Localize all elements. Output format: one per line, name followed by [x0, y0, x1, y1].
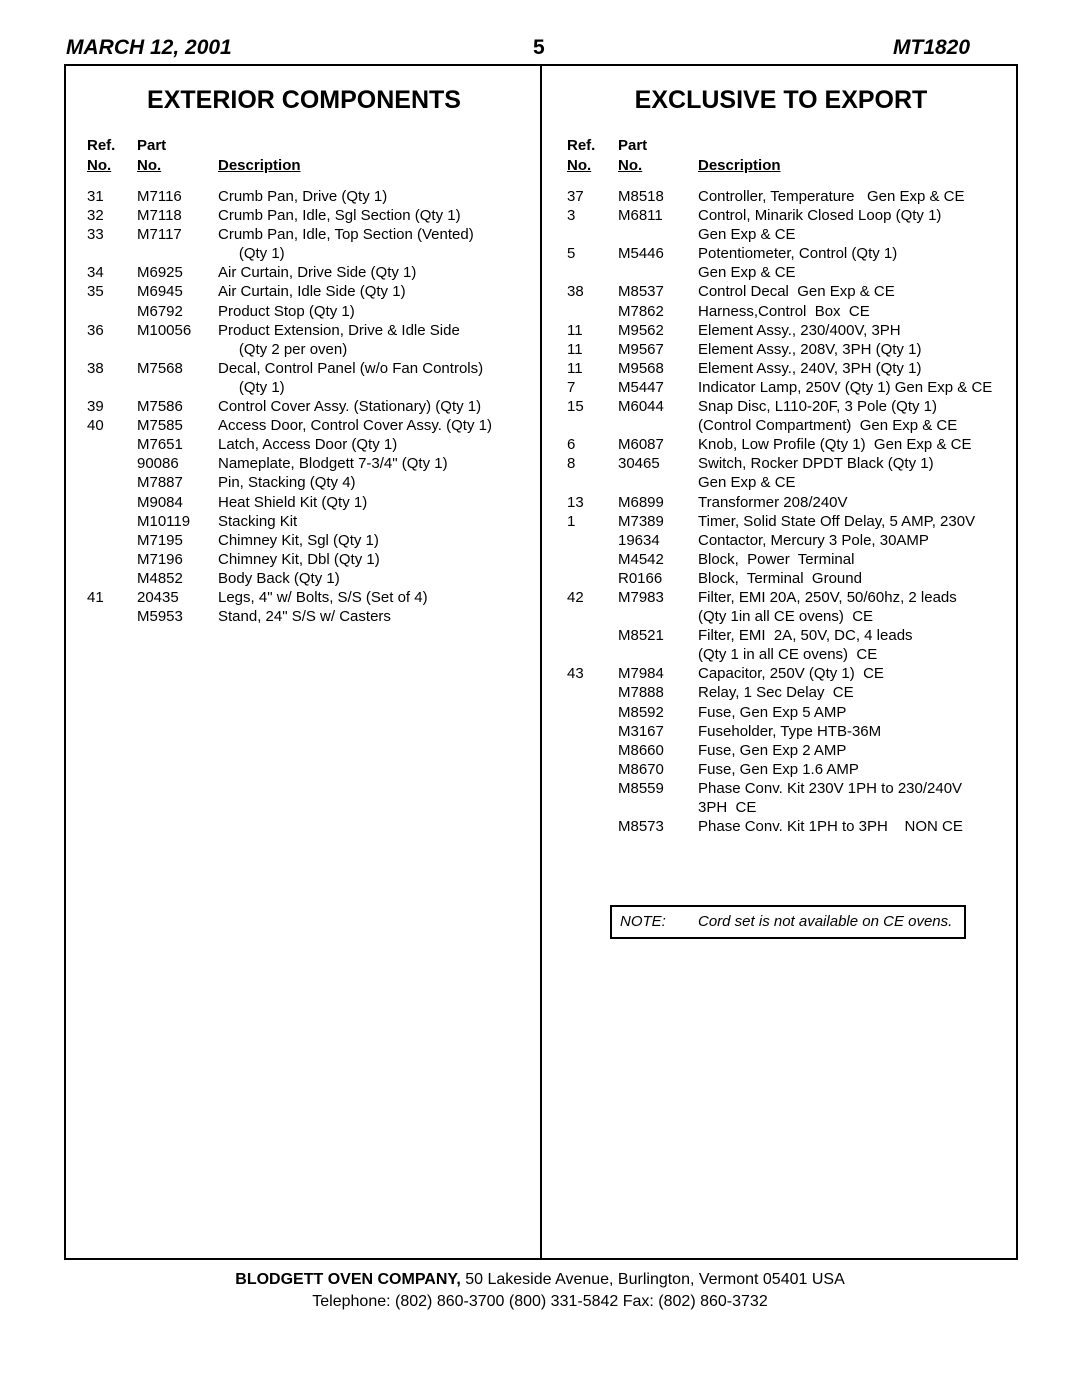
ref-header: Ref. [87, 137, 116, 154]
part-header-no: No. [618, 157, 643, 174]
description: Control Decal Gen Exp & CE [698, 283, 895, 301]
ref-number: 13 [567, 493, 584, 511]
part-number: M7984 [618, 665, 664, 683]
description: Potentiometer, Control (Qty 1) [698, 245, 898, 263]
part-number: M6044 [618, 398, 664, 416]
description: Fuse, Gen Exp 5 AMP [698, 703, 847, 721]
part-header: Part [137, 137, 167, 154]
ref-number: 37 [567, 188, 584, 205]
part-number: M5953 [137, 608, 183, 626]
part-number: M7887 [137, 474, 183, 492]
description: Snap Disc, L110-20F, 3 Pole (Qty 1) [698, 398, 938, 416]
part-number: M9084 [137, 493, 183, 511]
description: 3PH CE [698, 799, 757, 816]
part-number: M6811 [618, 207, 663, 225]
description: Timer, Solid State Off Delay, 5 AMP, 230V [698, 512, 976, 530]
ref-number: 33 [87, 226, 104, 244]
part-number: M6899 [618, 493, 664, 511]
part-number: M7651 [137, 436, 183, 454]
ref-number: 6 [567, 436, 576, 454]
document-date: MARCH 12, 2001 [66, 36, 232, 59]
note-box [610, 905, 966, 939]
part-number: 30465 [618, 455, 660, 473]
description: Access Door, Control Cover Assy. (Qty 1) [218, 417, 492, 435]
ref-number: 5 [567, 245, 576, 263]
company-name: BLODGETT OVEN COMPANY, [235, 1271, 461, 1288]
part-header-no: No. [137, 157, 162, 174]
footer-address [0, 1271, 1080, 1289]
exclusive-to-export-title: EXCLUSIVE TO EXPORT [634, 86, 928, 114]
description: Chimney Kit, Sgl (Qty 1) [218, 531, 379, 549]
part-number: R0166 [618, 569, 663, 587]
ref-number: 34 [87, 264, 104, 282]
ref-number: 11 [567, 359, 583, 377]
part-number: 19634 [618, 531, 660, 549]
description: Product Extension, Drive & Idle Side [218, 321, 460, 339]
note-text: Cord set is not available on CE ovens. [698, 913, 953, 930]
part-number: M7586 [137, 398, 183, 416]
part-number: M6925 [137, 264, 183, 282]
part-number: 20435 [137, 588, 179, 606]
description: Element Assy., 240V, 3PH (Qty 1) [698, 359, 922, 377]
ref-number: 1 [567, 512, 576, 530]
part-number: M8670 [618, 760, 664, 778]
ref-number: 7 [567, 378, 576, 396]
part-number: M8521 [618, 627, 664, 645]
part-number: M8592 [618, 703, 664, 721]
company-address: 50 Lakeside Avenue, Burlington, Vermont 05401 USA [460, 1271, 845, 1288]
description: Filter, EMI 2A, 50V, DC, 4 leads [698, 627, 913, 645]
ref-number: 11 [567, 321, 583, 339]
part-number: M7118 [137, 207, 182, 225]
part-number: M7196 [137, 550, 183, 568]
description: (Qty 1in all CE ovens) CE [698, 608, 874, 626]
ref-number: 41 [87, 588, 104, 606]
description: Knob, Low Profile (Qty 1) Gen Exp & CE [698, 436, 972, 454]
part-number: M10056 [137, 321, 192, 339]
part-number: M7585 [137, 417, 183, 435]
description: (Qty 2 per oven) [218, 340, 348, 358]
description: Phase Conv. Kit 230V 1PH to 230/240V [698, 779, 963, 797]
ref-number: 38 [87, 359, 104, 377]
part-number: M8518 [618, 188, 664, 205]
ref-number: 15 [567, 398, 584, 416]
note-label: NOTE: [620, 913, 666, 930]
exterior-components-title: EXTERIOR COMPONENTS [147, 86, 461, 114]
ref-number: 11 [567, 340, 583, 358]
description: Gen Exp & CE [698, 474, 796, 492]
part-number: M7888 [618, 684, 664, 702]
description: Latch, Access Door (Qty 1) [218, 436, 398, 454]
part-number: M10119 [137, 512, 191, 530]
description: Transformer 208/240V [698, 493, 848, 511]
part-number: M4542 [618, 550, 664, 568]
part-number: M6792 [137, 302, 183, 320]
description: Crumb Pan, Idle, Top Section (Vented) [218, 226, 474, 244]
description: Stacking Kit [218, 512, 298, 530]
description: Gen Exp & CE [698, 226, 796, 244]
part-number: M5446 [618, 245, 664, 263]
ref-number: 35 [87, 283, 104, 301]
description: Product Stop (Qty 1) [218, 302, 355, 320]
description: Element Assy., 230/400V, 3PH [698, 321, 901, 339]
description: Filter, EMI 20A, 250V, 50/60hz, 2 leads [698, 588, 957, 606]
part-number: M7983 [618, 588, 664, 606]
ref-header-no: No. [87, 157, 112, 174]
description: (Qty 1) [218, 245, 285, 263]
description: Control, Minarik Closed Loop (Qty 1) [698, 207, 942, 225]
part-number: M7117 [137, 226, 182, 244]
footer-phone: Telephone: (802) 860-3700 (800) 331-5842 Fax: (802) 860-3732 [312, 1293, 768, 1310]
description: Control Cover Assy. (Stationary) (Qty 1) [218, 398, 482, 416]
ref-number: 32 [87, 207, 104, 225]
part-number: 90086 [137, 455, 179, 473]
description: Crumb Pan, Idle, Sgl Section (Qty 1) [218, 207, 461, 225]
description: Fuseholder, Type HTB-36M [698, 722, 882, 740]
description: Harness,Control Box CE [698, 302, 870, 320]
ref-header-no: No. [567, 157, 592, 174]
ref-number: 8 [567, 455, 576, 473]
description: (Qty 1 in all CE ovens) CE [698, 646, 878, 664]
description: (Qty 1) [218, 378, 285, 396]
part-number: M6087 [618, 436, 664, 454]
part-number: M4852 [137, 569, 183, 587]
part-number: M8660 [618, 741, 664, 759]
description: Decal, Control Panel (w/o Fan Controls) [218, 359, 484, 377]
part-number: M8537 [618, 283, 664, 301]
part-number: M6945 [137, 283, 183, 301]
description: Capacitor, 250V (Qty 1) CE [698, 665, 884, 683]
page-number: 5 [533, 36, 545, 59]
ref-header: Ref. [567, 137, 596, 154]
part-number: M9562 [618, 321, 664, 339]
part-number: M9568 [618, 359, 664, 377]
description: Heat Shield Kit (Qty 1) [218, 493, 368, 511]
description: Element Assy., 208V, 3PH (Qty 1) [698, 340, 922, 358]
ref-number: 39 [87, 398, 104, 416]
description: Fuse, Gen Exp 1.6 AMP [698, 760, 859, 778]
part-number: M7389 [618, 512, 664, 530]
description: Nameplate, Blodgett 7-3/4" (Qty 1) [218, 455, 448, 473]
description: Block, Power Terminal [698, 550, 855, 568]
description: Legs, 4" w/ Bolts, S/S (Set of 4) [218, 588, 428, 606]
ref-number: 36 [87, 321, 104, 339]
part-header: Part [618, 137, 648, 154]
part-number: M7862 [618, 302, 664, 320]
description: Body Back (Qty 1) [218, 569, 340, 587]
description: Air Curtain, Drive Side (Qty 1) [218, 264, 417, 282]
ref-number: 31 [87, 188, 104, 205]
description: Stand, 24" S/S w/ Casters [218, 608, 391, 626]
description: Pin, Stacking (Qty 4) [218, 474, 356, 492]
description: Relay, 1 Sec Delay CE [698, 684, 854, 702]
ref-number: 40 [87, 417, 104, 435]
description: Indicator Lamp, 250V (Qty 1) Gen Exp & CE [698, 378, 993, 396]
description: Contactor, Mercury 3 Pole, 30AMP [698, 531, 929, 549]
part-number: M7116 [137, 188, 182, 205]
description: Fuse, Gen Exp 2 AMP [698, 741, 847, 759]
part-number: M8559 [618, 779, 664, 797]
ref-number: 38 [567, 283, 584, 301]
part-number: M8573 [618, 818, 664, 836]
column-divider [540, 64, 542, 1258]
description: Air Curtain, Idle Side (Qty 1) [218, 283, 406, 301]
part-number: M9567 [618, 340, 664, 358]
part-number: M7195 [137, 531, 183, 549]
description: Switch, Rocker DPDT Black (Qty 1) [698, 455, 934, 473]
part-number: M7568 [137, 359, 183, 377]
model-number: MT1820 [893, 36, 971, 59]
ref-number: 3 [567, 207, 576, 225]
description: (Control Compartment) Gen Exp & CE [698, 417, 958, 435]
description: Chimney Kit, Dbl (Qty 1) [218, 550, 380, 568]
description: Controller, Temperature Gen Exp & CE [698, 188, 965, 205]
ref-number: 42 [567, 588, 584, 606]
part-number: M3167 [618, 722, 664, 740]
ref-number: 43 [567, 665, 584, 683]
part-number: M5447 [618, 378, 664, 396]
description: Block, Terminal Ground [698, 569, 862, 587]
description: Crumb Pan, Drive (Qty 1) [218, 188, 388, 205]
description: Gen Exp & CE [698, 264, 796, 282]
description: Phase Conv. Kit 1PH to 3PH NON CE [698, 818, 963, 836]
description-header: Description [698, 157, 781, 174]
description-header: Description [218, 157, 301, 174]
